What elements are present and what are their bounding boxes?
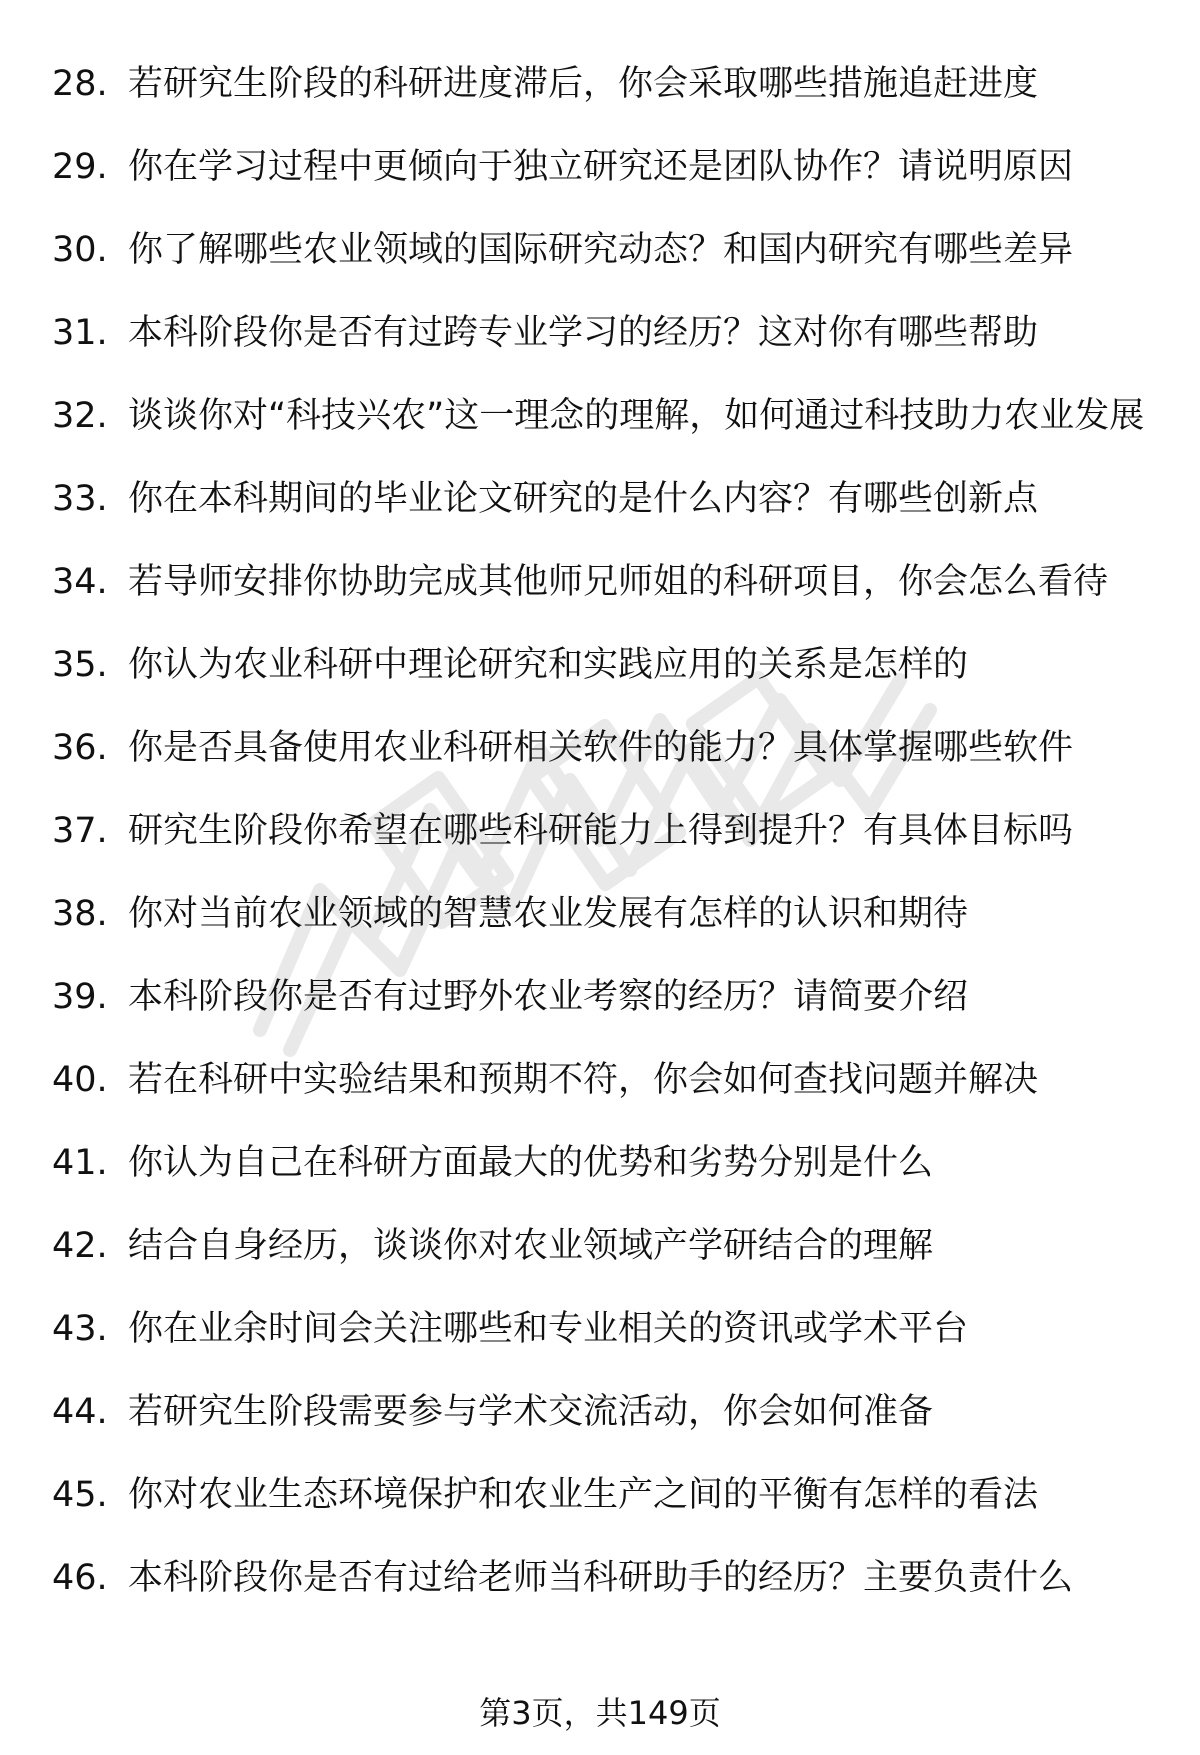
question-item bbox=[52, 1552, 1152, 1604]
question-text: 谈谈你对“科技兴农”这一理念的理解，如何通过科技助力农业发展 bbox=[128, 396, 1145, 436]
question-item bbox=[52, 556, 1152, 608]
question-item bbox=[52, 639, 1152, 691]
question-text: 若研究生阶段的科研进度滞后，你会采取哪些措施追赶进度 bbox=[128, 64, 1039, 104]
question-item bbox=[52, 1137, 1152, 1189]
question-item bbox=[52, 1303, 1152, 1355]
question-text: 你认为农业科研中理论研究和实践应用的关系是怎样的 bbox=[128, 645, 969, 685]
question-text: 结合自身经历，谈谈你对农业领域产学研结合的理解 bbox=[128, 1226, 934, 1266]
question-item bbox=[52, 805, 1152, 857]
question-number: 30. bbox=[52, 230, 108, 270]
question-text: 你对农业生态环境保护和农业生产之间的平衡有怎样的看法 bbox=[128, 1475, 1039, 1515]
question-item bbox=[52, 224, 1152, 276]
question-item bbox=[52, 1386, 1152, 1438]
question-number: 44. bbox=[52, 1392, 108, 1432]
question-text: 你对当前农业领域的智慧农业发展有怎样的认识和期待 bbox=[128, 894, 969, 934]
question-number: 32. bbox=[52, 396, 108, 436]
question-item bbox=[52, 971, 1152, 1023]
question-number: 41. bbox=[52, 1143, 108, 1183]
question-item bbox=[52, 888, 1152, 940]
question-text: 本科阶段你是否有过野外农业考察的经历？请简要介绍 bbox=[128, 977, 969, 1017]
page-number-footer: 第3页，共149页 bbox=[479, 1694, 721, 1732]
question-number: 45. bbox=[52, 1475, 108, 1515]
question-number: 40. bbox=[52, 1060, 108, 1100]
question-number: 29. bbox=[52, 147, 108, 187]
question-number: 38. bbox=[52, 894, 108, 934]
question-number: 28. bbox=[52, 64, 108, 104]
question-text: 你在本科期间的毕业论文研究的是什么内容？有哪些创新点 bbox=[128, 479, 1039, 519]
question-number: 46. bbox=[52, 1558, 108, 1598]
question-item bbox=[52, 58, 1152, 110]
question-text: 你认为自己在科研方面最大的优势和劣势分别是什么 bbox=[128, 1143, 934, 1183]
question-item bbox=[52, 1220, 1152, 1272]
question-text: 本科阶段你是否有过跨专业学习的经历？这对你有哪些帮助 bbox=[128, 313, 1039, 353]
question-number: 34. bbox=[52, 562, 108, 602]
question-text: 你在学习过程中更倾向于独立研究还是团队协作？请说明原因 bbox=[128, 147, 1074, 187]
question-text: 你了解哪些农业领域的国际研究动态？和国内研究有哪些差异 bbox=[128, 230, 1074, 270]
question-text: 若研究生阶段需要参与学术交流活动，你会如何准备 bbox=[128, 1392, 934, 1432]
question-text: 研究生阶段你希望在哪些科研能力上得到提升？有具体目标吗 bbox=[128, 811, 1074, 851]
question-list bbox=[52, 58, 1152, 1635]
question-number: 43. bbox=[52, 1309, 108, 1349]
question-item bbox=[52, 307, 1152, 359]
question-number: 42. bbox=[52, 1226, 108, 1266]
question-item bbox=[52, 141, 1152, 193]
question-number: 37. bbox=[52, 811, 108, 851]
question-text: 若导师安排你协助完成其他师兄师姐的科研项目，你会怎么看待 bbox=[128, 562, 1109, 602]
question-item bbox=[52, 1469, 1152, 1521]
question-text: 本科阶段你是否有过给老师当科研助手的经历？主要负责什么 bbox=[128, 1558, 1074, 1598]
question-number: 35. bbox=[52, 645, 108, 685]
question-number: 33. bbox=[52, 479, 108, 519]
question-item bbox=[52, 473, 1152, 525]
question-item bbox=[52, 1054, 1152, 1106]
question-number: 39. bbox=[52, 977, 108, 1017]
question-item bbox=[52, 390, 1152, 442]
question-text: 你是否具备使用农业科研相关软件的能力？具体掌握哪些软件 bbox=[128, 728, 1074, 768]
question-text: 若在科研中实验结果和预期不符，你会如何查找问题并解决 bbox=[128, 1060, 1039, 1100]
question-number: 31. bbox=[52, 313, 108, 353]
question-number: 36. bbox=[52, 728, 108, 768]
question-item bbox=[52, 722, 1152, 774]
question-text: 你在业余时间会关注哪些和专业相关的资讯或学术平台 bbox=[128, 1309, 969, 1349]
